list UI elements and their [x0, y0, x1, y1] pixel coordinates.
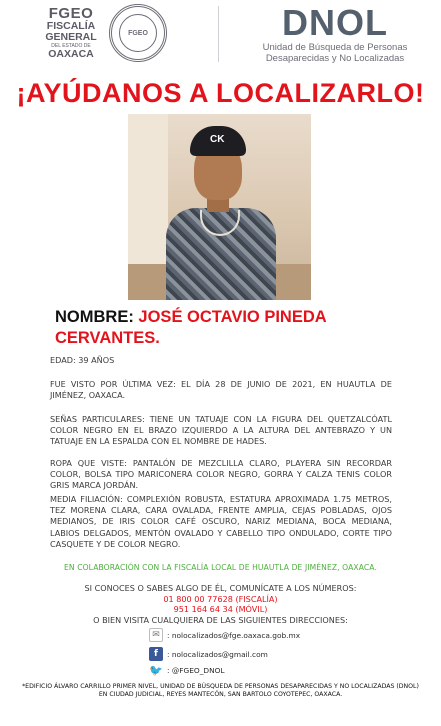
- facebook-icon: f: [149, 647, 163, 661]
- fge-line-2: GENERAL: [45, 31, 97, 43]
- header-divider: [218, 6, 219, 62]
- collaboration-note: EN COLABORACIÓN CON LA FISCALÍA LOCAL DE HUAUTLA DE JIMÉNEZ, OAXACA.: [64, 563, 377, 572]
- mail-icon: ✉: [149, 628, 163, 642]
- email-link-row[interactable]: [149, 627, 300, 643]
- banner-title: ¡AYÚDANOS A LOCALIZARLO!: [16, 78, 425, 108]
- fge-logo: FGEO: [48, 5, 94, 22]
- detail-physical-description: MEDIA FILIACIÓN: COMPLEXIÓN ROBUSTA, ESTATURA APROXIMADA 1.75 METROS, TEZ MORENA CLARA, CARA OVALADA, FRENTE AMPLIA, CEJAS POBLADAS, OJOS MEDIANOS, DE IRIS COLOR CAFÉ OSCURO, NARIZ MEDIANA, BOCA MEDIANA, LABIOS DELGADOS, MENTÓN OVALADO Y CABELLO TIPO ONDULADO, CORTE TIPO CASQUETE Y DE COLOR NEGRO.: [50, 494, 392, 549]
- fge-seal-icon: [109, 4, 167, 62]
- name-value-line2: CERVANTES.: [55, 329, 160, 347]
- fge-line-1: FISCALÍA: [46, 20, 96, 32]
- address-footnote: *EDIFICIO ÁLVARO CARRILLO PRIMER NIVEL, UNIDAD DE BÚSQUEDA DE PERSONAS DESAPARECIDAS Y NO LOCALIZADAS (DNOL) EN CIUDAD JUDICIAL, REYES MANTECÓN, SAN BARTOLO COYOTEPEC, OAXACA.: [22, 683, 419, 699]
- contact-phone-mobile[interactable]: 951 164 64 34 (MÓVIL): [173, 604, 268, 614]
- detail-age: EDAD: 39 AÑOS: [50, 355, 115, 365]
- detail-last-seen: FUE VISTO POR ÚLTIMA VEZ: EL DÍA 28 DE JUNIO DE 2021, EN HUAUTLA DE JIMÉNEZ, OAXACA.: [50, 379, 392, 401]
- dnol-subtitle-2: Desaparecidas y No Localizadas: [265, 53, 405, 64]
- detail-distinguishing-marks: SEÑAS PARTICULARES: TIENE UN TATUAJE CON LA FIGURA DEL QUETZALCÓATL COLOR NEGRO EN EL BRAZO IZQUIERDO A LA ALTURA DEL ANTEBRAZO Y UN TATUAJE EN LA ESPALDA CON EL NOMBRE DE HADES.: [50, 414, 392, 447]
- seal-text: FGEO: [128, 29, 148, 37]
- contact-intro: SI CONOCES O SABES ALGO DE ÉL, COMUNÍCATE A LOS NÚMEROS:: [84, 583, 357, 593]
- email-link[interactable]: : nolocalizados@fge.oaxaca.gob.mx: [167, 630, 301, 640]
- detail-clothing: ROPA QUE VISTE: PANTALÓN DE MEZCLILLA CLARO, PLAYERA SIN RECORDAR COLOR, BOLSA TIPO MARICONERA COLOR NEGRO, GORRA Y CALZA TENIS COLOR GRIS MARCA JORDÁN.: [50, 458, 392, 491]
- dnol-logo-block: [260, 4, 410, 64]
- contact-phone-fiscalia[interactable]: 01 800 00 77628 (FISCALÍA): [163, 594, 278, 604]
- twitter-link-row[interactable]: [149, 662, 225, 678]
- fge-logo-block: [42, 6, 100, 60]
- twitter-link[interactable]: : @FGEO_DNOL: [167, 665, 225, 675]
- name-value-line1: JOSÉ OCTAVIO PINEDA: [138, 308, 327, 326]
- poster-header: [0, 0, 441, 70]
- person-name: [55, 307, 395, 349]
- dnol-title: DNOL: [282, 2, 388, 43]
- twitter-icon: 🐦: [149, 663, 163, 677]
- dnol-subtitle-1: Unidad de Búsqueda de Personas: [262, 42, 408, 53]
- facebook-link[interactable]: : nolocalizados@gmail.com: [167, 649, 268, 659]
- fge-line-3: OAXACA: [48, 48, 94, 60]
- facebook-link-row[interactable]: [149, 646, 268, 662]
- cap-logo-text: CK: [210, 134, 225, 145]
- name-label: NOMBRE:: [55, 308, 134, 326]
- missing-person-photo: [128, 114, 311, 300]
- contact-visit: O BIEN VISITA CUALQUIERA DE LAS SIGUIENTES DIRECCIONES:: [93, 615, 348, 625]
- fge-small-text: DEL ESTADO DE: [51, 43, 91, 49]
